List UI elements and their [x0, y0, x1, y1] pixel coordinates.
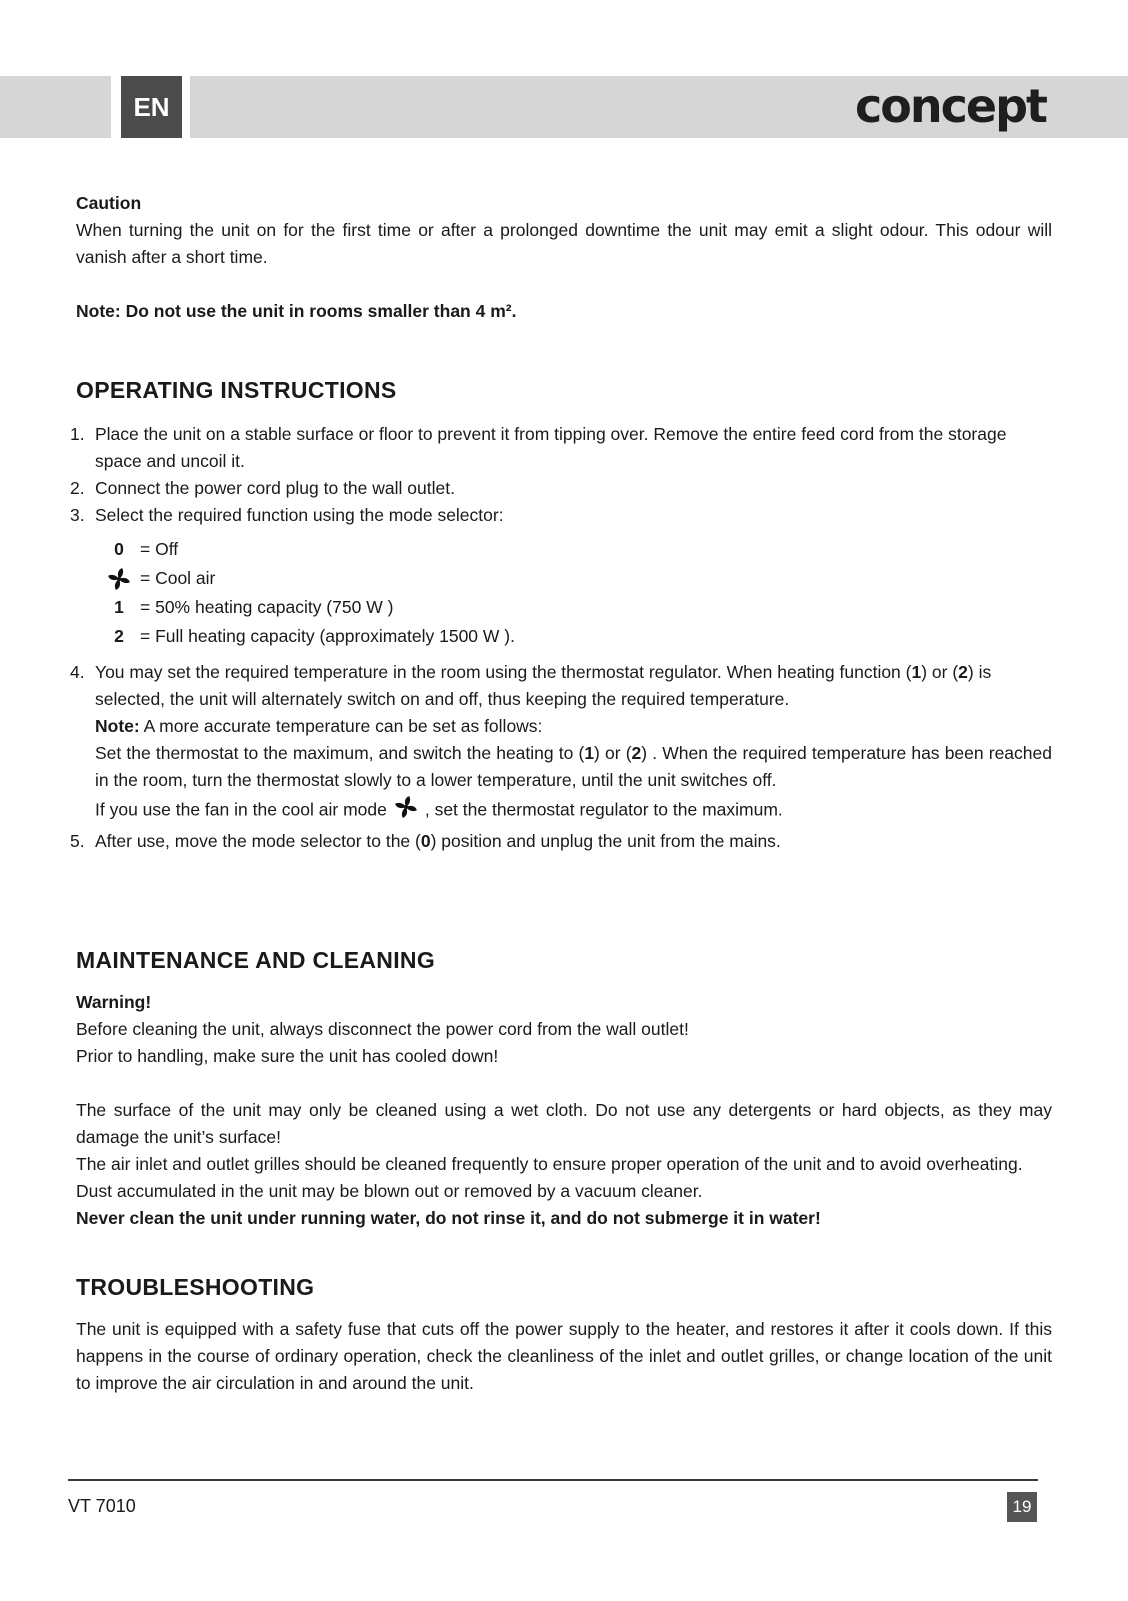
mode-label: = Full heating capacity (approximately 1500 W ).	[140, 626, 515, 646]
maintenance-paragraph: Dust accumulated in the unit may be blown out or removed by a vacuum cleaner.	[76, 1181, 703, 1201]
mode-symbol: 2	[114, 626, 124, 646]
list-item: 1. Place the unit on a stable surface or floor to prevent it from tipping over. Remove the entire feed cord from the storage space and uncoil it.	[70, 424, 1007, 471]
mode-label: = Cool air	[140, 568, 216, 588]
model-number: VT 7010	[68, 1496, 136, 1516]
room-size-note: Note: Do not use the unit in rooms smaller than 4 m².	[76, 301, 517, 321]
page-content	[70, 190, 1052, 1397]
operating-heading: OPERATING INSTRUCTIONS	[76, 377, 397, 403]
list-item: 3. Select the required function using the mode selector:	[70, 505, 504, 525]
mode-label: = 50% heating capacity (750 W )	[140, 597, 394, 617]
step-text: Place the unit on a stable surface or floor to prevent it from tipping over. Remove the entire feed cord from the storage space and uncoil it.	[95, 424, 1007, 471]
mode-row-full-heat	[98, 622, 1052, 651]
step-fan-text: If you use the fan in the cool air mode , set the thermostat regulator to the maximum.	[95, 794, 1052, 828]
list-item: 4. You may set the required temperature in the room using the thermostat regulator. When heating function (1) or (2) is selected, the unit will alternately switch on and off, thus keeping the required temperature. Note: A more accurate temperature can be set as follows: Set the thermostat to the maximum, and switch the heating to (1) or (2) . When the required temperature has been reached in the room, turn the thermostat slowly to a lower temperature, until the unit switches off. If you use the fan in the cool air mode , set the thermostat regulator to the maximum.	[76, 659, 1052, 828]
step-text: Select the required function using the mode selector:	[95, 505, 504, 525]
mode-row-half-heat	[98, 593, 1052, 622]
warning-title: Warning!	[76, 992, 152, 1012]
maintenance-paragraph: The surface of the unit may only be cleaned using a wet cloth. Do not use any detergents or hard objects, as they may damage the unit’s surface!	[76, 1100, 1052, 1147]
step-text: You may set the required temperature in the room using the thermostat regulator. When heating function (1) or (2) is selected, the unit will alternately switch on and off, thus keeping the required temperature.	[95, 662, 992, 709]
header-divider	[111, 76, 121, 138]
list-item: 5. After use, move the mode selector to the (0) position and unplug the unit from the mains.	[76, 828, 1052, 855]
step-note: Note: A more accurate temperature can be set as follows:	[95, 716, 543, 736]
language-badge: EN	[121, 76, 182, 138]
warning-text: Prior to handling, make sure the unit has cooled down!	[76, 1046, 499, 1066]
mode-symbol: 1	[114, 597, 124, 617]
mode-selector-legend	[98, 535, 1052, 651]
mode-row-cool-air	[98, 564, 1052, 593]
fan-icon	[98, 566, 140, 592]
fan-icon	[393, 794, 419, 828]
mode-label: = Off	[140, 539, 179, 559]
header-divider	[182, 76, 190, 138]
step-text: Connect the power cord plug to the wall outlet.	[95, 478, 455, 498]
list-item: 2. Connect the power cord plug to the wall outlet.	[70, 478, 455, 498]
warning-text: Before cleaning the unit, always disconnect the power cord from the wall outlet!	[76, 1019, 689, 1039]
brand-logo: concept	[854, 79, 1046, 133]
operating-steps	[70, 421, 1052, 529]
step-thermostat-text: Set the thermostat to the maximum, and switch the heating to (1) or (2) . When the required temperature has been reached in the room, turn the thermostat slowly to a lower temperature, until the unit switches off.	[95, 743, 1052, 790]
maintenance-heading: MAINTENANCE AND CLEANING	[76, 947, 436, 973]
operating-steps-continued	[70, 659, 1052, 855]
maintenance-warning: Never clean the unit under running water, do not rinse it, and do not submerge it in water!	[76, 1208, 821, 1228]
caution-title: Caution	[76, 193, 142, 213]
mode-symbol: 0	[114, 539, 124, 559]
troubleshooting-text: The unit is equipped with a safety fuse that cuts off the power supply to the heater, and restores it after it cools down. If this happens in the course of ordinary operation, check the cleanliness of the inlet and outlet grilles, or change location of the unit to improve the air circulation in and around the unit.	[76, 1319, 1052, 1393]
footer-divider	[68, 1479, 1038, 1481]
troubleshooting-heading: TROUBLESHOOTING	[76, 1274, 315, 1300]
step-text: After use, move the mode selector to the (0) position and unplug the unit from the mains.	[95, 831, 781, 851]
maintenance-paragraph: The air inlet and outlet grilles should be cleaned frequently to ensure proper operation of the unit and to avoid overheating.	[76, 1154, 1023, 1174]
page-number: 19	[1007, 1492, 1037, 1522]
mode-row-off	[98, 535, 1052, 564]
caution-text: When turning the unit on for the first time or after a prolonged downtime the unit may emit a slight odour. This odour will vanish after a short time.	[76, 220, 1052, 267]
